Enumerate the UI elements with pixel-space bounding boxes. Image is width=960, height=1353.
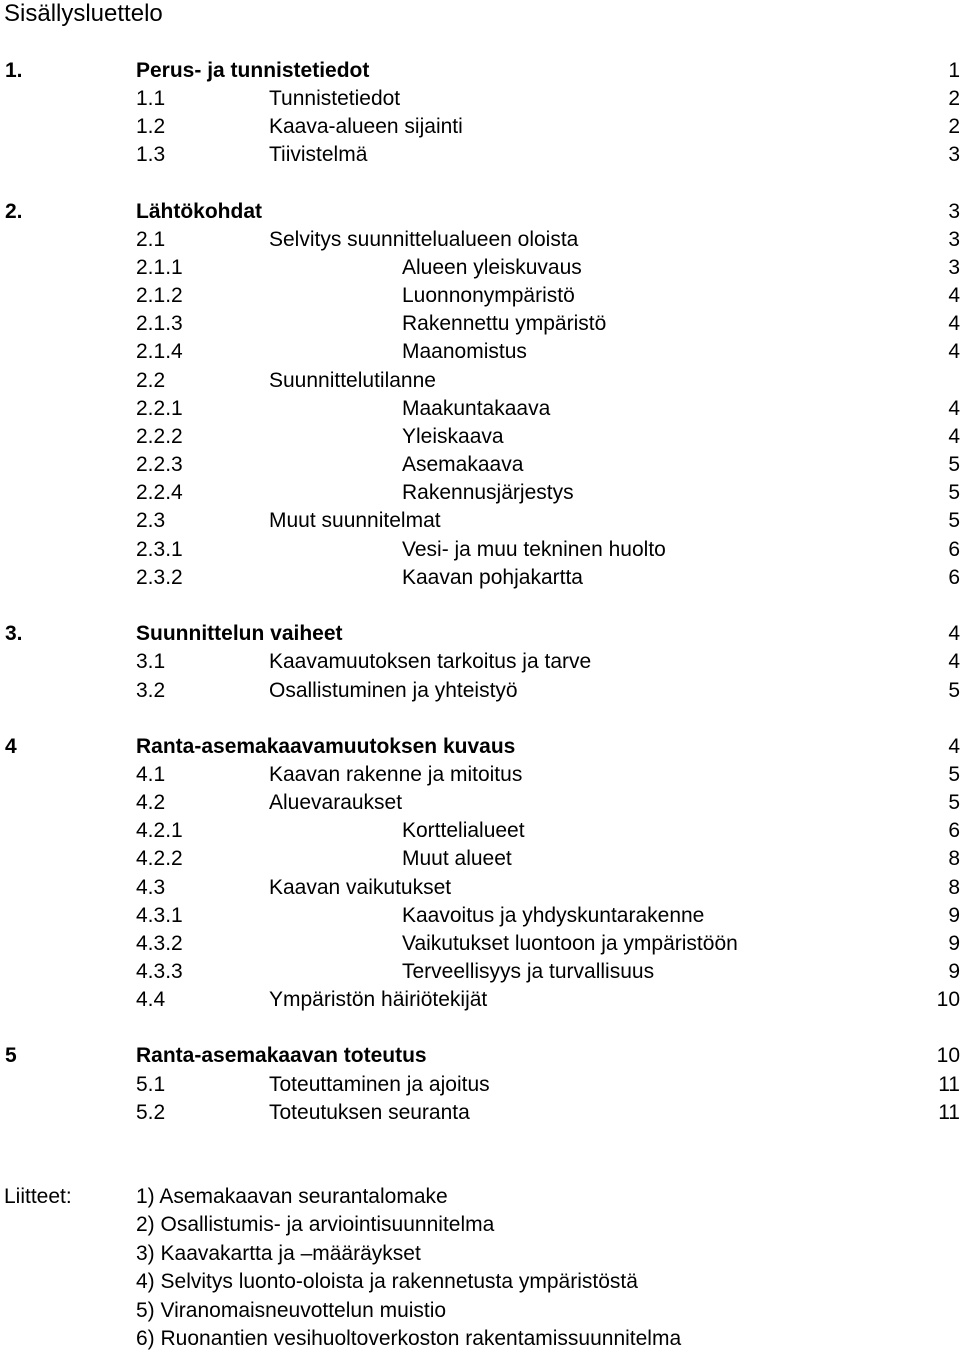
toc-label: Ympäristön häiriötekijät xyxy=(269,988,488,1011)
toc-entry xyxy=(0,282,960,310)
toc-label: Selvitys suunnittelualueen oloista xyxy=(269,228,579,251)
toc-number: 1. xyxy=(5,59,23,82)
toc-number: 4.3.1 xyxy=(136,904,183,927)
toc-label: Lähtökohdat xyxy=(136,200,262,223)
attachment-item: 3) Kaavakartta ja –määräykset xyxy=(136,1241,421,1265)
toc-page-number: 11 xyxy=(938,1073,960,1096)
toc-page-number: 4 xyxy=(948,735,960,758)
toc-number: 2.1.4 xyxy=(136,340,183,363)
toc-label: Terveellisyys ja turvallisuus xyxy=(402,960,655,983)
toc-entry xyxy=(0,817,960,845)
toc-page-number: 3 xyxy=(948,256,960,279)
toc-entry xyxy=(0,733,960,761)
toc-entry xyxy=(0,338,960,366)
toc-number: 5.2 xyxy=(136,1101,166,1124)
toc-number: 1.1 xyxy=(136,87,166,110)
toc-number: 4.4 xyxy=(136,988,166,1011)
toc-number: 5.1 xyxy=(136,1073,166,1096)
toc-label: Rakennusjärjestys xyxy=(402,481,574,504)
toc-entry xyxy=(0,620,960,648)
toc-page-number: 6 xyxy=(948,538,960,561)
toc-page-number: 4 xyxy=(948,622,960,645)
toc-page-number: 5 xyxy=(948,763,960,786)
toc-page-number: 11 xyxy=(938,1101,960,1124)
toc-entry xyxy=(0,1099,960,1127)
toc-number: 2.2.1 xyxy=(136,397,183,420)
attachments-list xyxy=(136,1183,681,1353)
toc-entry xyxy=(0,57,960,85)
toc-number: 3.2 xyxy=(136,679,166,702)
toc-page-number: 6 xyxy=(948,819,960,842)
toc-label: Korttelialueet xyxy=(402,819,525,842)
toc-number: 2.1.2 xyxy=(136,284,183,307)
toc-page-number: 10 xyxy=(936,1044,960,1067)
toc-label: Toteutuksen seuranta xyxy=(269,1101,470,1124)
toc-label: Maanomistus xyxy=(402,340,527,363)
toc-entry xyxy=(0,536,960,564)
toc-label: Kaavamuutoksen tarkoitus ja tarve xyxy=(269,650,592,673)
toc-entry xyxy=(0,507,960,535)
toc-page-number: 10 xyxy=(936,988,960,1011)
page-title: Sisällysluettelo xyxy=(4,0,163,27)
toc-entry xyxy=(0,761,960,789)
toc-label: Perus- ja tunnistetiedot xyxy=(136,59,370,82)
toc-entry xyxy=(0,1071,960,1099)
toc-entry xyxy=(0,395,960,423)
toc-number: 1.3 xyxy=(136,143,166,166)
toc-entry xyxy=(0,930,960,958)
toc-entry xyxy=(0,141,960,169)
toc-page-number: 1 xyxy=(948,59,960,82)
toc-entry xyxy=(0,789,960,817)
toc-page-number: 8 xyxy=(948,876,960,899)
toc-label: Toteuttaminen ja ajoitus xyxy=(269,1073,490,1096)
toc-entry xyxy=(0,226,960,254)
toc-page-number: 5 xyxy=(948,791,960,814)
toc-page-number: 9 xyxy=(948,904,960,927)
toc-page-number: 4 xyxy=(948,312,960,335)
toc-number: 3.1 xyxy=(136,650,166,673)
toc-entry xyxy=(0,874,960,902)
toc-label: Kaavoitus ja yhdyskuntarakenne xyxy=(402,904,705,927)
toc-label: Kaavan rakenne ja mitoitus xyxy=(269,763,523,786)
toc-page-number: 2 xyxy=(948,115,960,138)
toc-number: 4.2.2 xyxy=(136,847,183,870)
toc-label: Tunnistetiedot xyxy=(269,87,401,110)
toc-page-number: 4 xyxy=(948,650,960,673)
toc-number: 4.1 xyxy=(136,763,166,786)
attachment-item: 4) Selvitys luonto-oloista ja rakennetusta ympäristöstä xyxy=(136,1270,638,1294)
toc-number: 4.2.1 xyxy=(136,819,183,842)
toc-page-number: 4 xyxy=(948,284,960,307)
toc-label: Suunnittelutilanne xyxy=(269,369,436,392)
toc-page-number: 3 xyxy=(948,228,960,251)
toc-number: 2.2.2 xyxy=(136,425,183,448)
toc-page-number: 8 xyxy=(948,847,960,870)
toc-number: 2. xyxy=(5,200,23,223)
toc-entry xyxy=(0,648,960,676)
toc-number: 4.2 xyxy=(136,791,166,814)
toc-number: 2.1.1 xyxy=(136,256,183,279)
toc-label: Vesi- ja muu tekninen huolto xyxy=(402,538,666,561)
toc-number: 4 xyxy=(5,735,17,758)
toc-entry xyxy=(0,310,960,338)
toc-entry xyxy=(0,85,960,113)
toc-number: 3. xyxy=(5,622,23,645)
toc-number: 2.1.3 xyxy=(136,312,183,335)
toc-number: 1.2 xyxy=(136,115,166,138)
toc-entry xyxy=(0,958,960,986)
attachments-label: Liitteet: xyxy=(4,1185,72,1208)
toc-entry xyxy=(0,367,960,395)
toc-number: 5 xyxy=(5,1044,17,1067)
toc-label: Aluevaraukset xyxy=(269,791,403,814)
attachment-item: 2) Osallistumis- ja arviointisuunnitelma xyxy=(136,1213,495,1237)
toc-page-number: 5 xyxy=(948,481,960,504)
toc-number: 2.3.1 xyxy=(136,538,183,561)
toc-entry xyxy=(0,902,960,930)
toc-number: 2.2.4 xyxy=(136,481,183,504)
toc-page-number: 5 xyxy=(948,453,960,476)
toc-number: 4.3.3 xyxy=(136,960,183,983)
toc-entry xyxy=(0,113,960,141)
toc-label: Ranta-asemakaavamuutoksen kuvaus xyxy=(136,735,516,758)
attachment-item: 5) Viranomaisneuvottelun muistio xyxy=(136,1298,447,1322)
toc-label: Kaava-alueen sijainti xyxy=(269,115,463,138)
attachment-item: 6) Ruonantien vesihuoltoverkoston rakentamissuunnitelma xyxy=(136,1326,682,1350)
toc-label: Ranta-asemakaavan toteutus xyxy=(136,1044,427,1067)
toc-entry xyxy=(0,677,960,705)
toc-label: Maakuntakaava xyxy=(402,397,551,420)
attachment-item: 1) Asemakaavan seurantalomake xyxy=(136,1185,448,1208)
toc-entry xyxy=(0,423,960,451)
toc-number: 4.3 xyxy=(136,876,166,899)
toc-number: 4.3.2 xyxy=(136,932,183,955)
toc-label: Yleiskaava xyxy=(402,425,504,448)
toc-label: Tiivistelmä xyxy=(269,143,368,166)
toc-page-number: 9 xyxy=(948,960,960,983)
toc-number: 2.3 xyxy=(136,509,166,532)
toc-entry xyxy=(0,451,960,479)
toc-number: 2.2 xyxy=(136,369,166,392)
toc-label: Kaavan pohjakartta xyxy=(402,566,583,589)
toc-label: Kaavan vaikutukset xyxy=(269,876,452,899)
toc-number: 2.2.3 xyxy=(136,453,183,476)
toc-entry xyxy=(0,198,960,226)
toc-page-number: 5 xyxy=(948,509,960,532)
toc-entry xyxy=(0,845,960,873)
toc-page-number: 4 xyxy=(948,425,960,448)
toc-page-number: 6 xyxy=(948,566,960,589)
toc-label: Muut alueet xyxy=(402,847,512,870)
toc-page-number: 3 xyxy=(948,200,960,223)
toc-label: Osallistuminen ja yhteistyö xyxy=(269,679,518,702)
toc-label: Rakennettu ympäristö xyxy=(402,312,607,335)
toc-page-number: 4 xyxy=(948,397,960,420)
toc-page-number: 2 xyxy=(948,87,960,110)
toc-label: Vaikutukset luontoon ja ympäristöön xyxy=(402,932,738,955)
toc-number: 2.1 xyxy=(136,228,166,251)
toc-label: Luonnonympäristö xyxy=(402,284,575,307)
toc-label: Muut suunnitelmat xyxy=(269,509,441,532)
toc-page-number: 5 xyxy=(948,679,960,702)
toc-label: Asemakaava xyxy=(402,453,524,476)
toc-entry xyxy=(0,479,960,507)
toc-label: Suunnittelun vaiheet xyxy=(136,622,343,645)
toc-page-number: 3 xyxy=(948,143,960,166)
toc-page-number: 4 xyxy=(948,340,960,363)
toc-entry xyxy=(0,986,960,1014)
toc-entry xyxy=(0,1042,960,1070)
toc-number: 2.3.2 xyxy=(136,566,183,589)
toc-page-number: 9 xyxy=(948,932,960,955)
toc-label: Alueen yleiskuvaus xyxy=(402,256,582,279)
toc-entry xyxy=(0,564,960,592)
toc-entry xyxy=(0,254,960,282)
